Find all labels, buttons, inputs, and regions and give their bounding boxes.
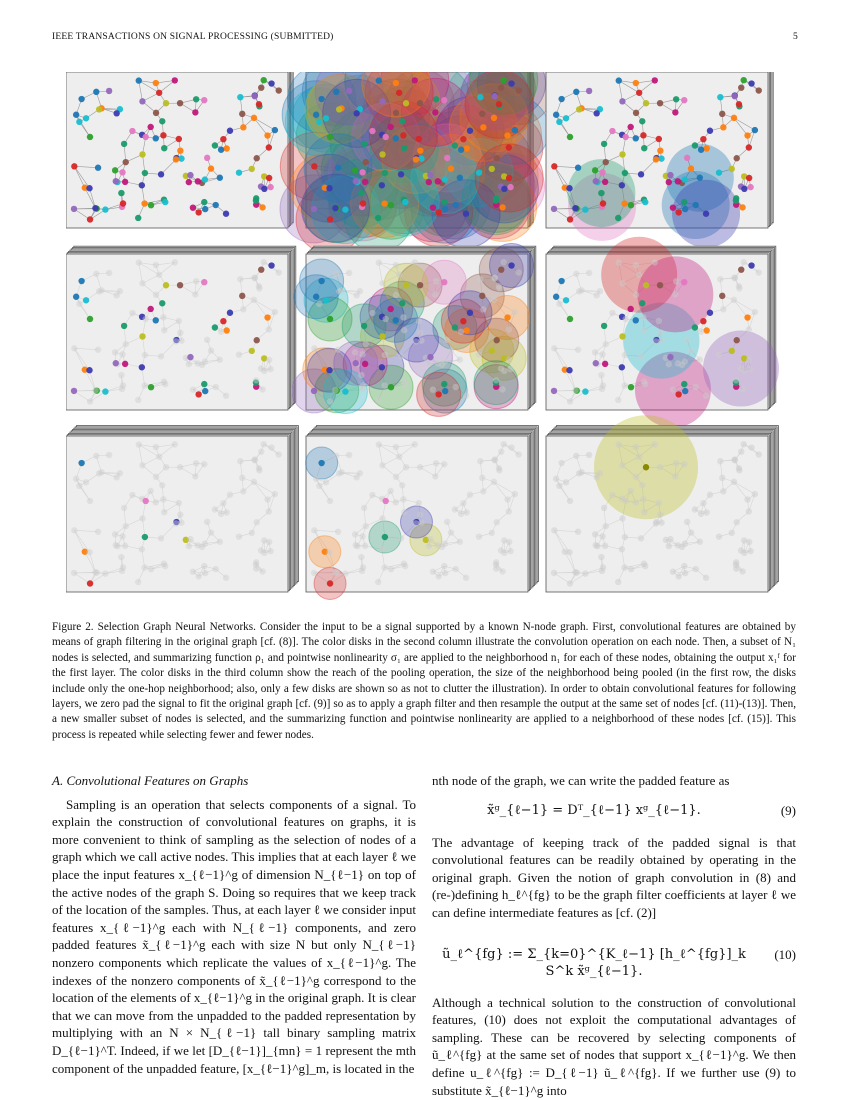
body-paragraph-continued: nth node of the graph, we can write the padded feature as [432,773,730,788]
graph-panel [546,415,778,592]
graph-panel [306,426,539,600]
graph-panel [546,72,773,248]
body-paragraph: Although a technical solution to the construction of convolutional features, (10) does not exploit the computational advantages of sampling. These can be recovered by selecting components of ũ_ℓ^{fg} at the same set of nodes that support x_{ℓ−1}^g. We then define u_ℓ^{fg} := D_{ℓ−1} ũ_ℓ^{fg}. If we further use (9) to substitute x̃_{ℓ−1}^g into [432,994,796,1098]
figure-caption-text: Selection Graph Neural Networks. Consider the input to be a signal supported by a known N-node graph. First, convolutional features are obtained by means of graph filtering in the original graph [cf. (8)]. The color disks in the second column illustrate the convolution operation on each node. Then, a subset of N₁ nodes is selected, and summarizing function ρ₁ and pointwise nonlinearity σ₁ are applied to the neighborhood n₁ for each of these nodes, obtaining the output x₁ᶠ for the first layer. The color disks in the third column show the reach of the pooling operation, the size of the neighborhood being pooled (in the first row, the disks include only the one-hop neighborhood; also, only a few disks are shown so as not to clutter the illustration). In order to obtain convolutional features for following layers, we zero pad the signal to fit the original graph [cf. (9)] so as to apply a graph filter and then resample the output at the same set of nodes [cf. (11)-(13)]. Then, a new smaller subset of nodes is selected, and the summarizing function and pointwise nonlinearity are applied to a neighborhood of these nodes [cf. (15)]. This process is repeated while selecting fewer and fewer nodes. [52,621,796,741]
graph-panel [292,244,536,417]
right-column [432,772,796,1099]
equation-10 [432,928,796,986]
page-header [52,32,798,48]
graph-panel [546,237,779,428]
graph-panel [66,72,293,228]
figure-caption [52,620,796,743]
section-title: A. Convolutional Features on Graphs [52,773,249,788]
equation-10-number: (10) [774,946,796,962]
body-paragraph: Sampling is an operation that selects components of a signal. To explain the construction of convolutional features on graphs, it is more convenient to think of sampling as the selection of nodes of a graph which we call active nodes. This implies that at each layer ℓ we place the input features x_{ℓ−1}^g of dimension N_{ℓ−1} on top of the active nodes of the graph S. Doing so requires that we keep track of the location of the samples. Thus, at each layer ℓ we consider input features x_{ℓ−1}^g each with N_{ℓ−1} components, and zero padded features x̃_{ℓ−1}^g each with size N but only N_{ℓ−1} nonzero components which replicate the values of x_{ℓ−1}^g. The indexes of the nonzero components of x̃_{ℓ−1}^g correspond to the location of the elements of x_{ℓ−1}^g in the original graph. It is clear that we can move from the unpadded to the padded representation by multiplying with an N × N_{ℓ−1} tall binary sampling matrix D_{ℓ−1}^T. Indeed, if we let [D_{ℓ−1}]_{mn} = 1 represent the mth component of the unpadded feature, [x_{ℓ−1}^g]_m, is located in the [52,796,416,1076]
equation-9 [432,796,796,826]
body-paragraph: The advantage of keeping track of the padded signal is that convolutional features can be readily obtained by operating in the original graph. Given the notion of graph convolution in (8) and (re-)defining h_ℓ^{fg} to be the graph filter coefficients at layer ℓ we can define intermediate features as [cf. (2)] [432,834,796,920]
left-column [52,772,416,1077]
selection-gnn-figure [66,72,786,612]
page-number: 5 [793,32,798,42]
equation-10-body: ũ_ℓ^{fg} := Σ_{k=0}^{K_ℓ−1} [h_ℓ^{fg}]_k S^k x̃ᵍ_{ℓ−1}. [442,946,746,980]
journal-title: IEEE TRANSACTIONS ON SIGNAL PROCESSING (SUBMITTED) [52,32,334,42]
equation-9-number: (9) [780,802,796,818]
graph-panel [66,246,296,410]
graph-panel [280,72,553,253]
equation-9-body: x̃ᵍ_{ℓ−1} = Dᵀ_{ℓ−1} xᵍ_{ℓ−1}. [487,802,701,818]
graph-panel [66,426,298,592]
figure-label: Figure 2. [52,621,94,633]
